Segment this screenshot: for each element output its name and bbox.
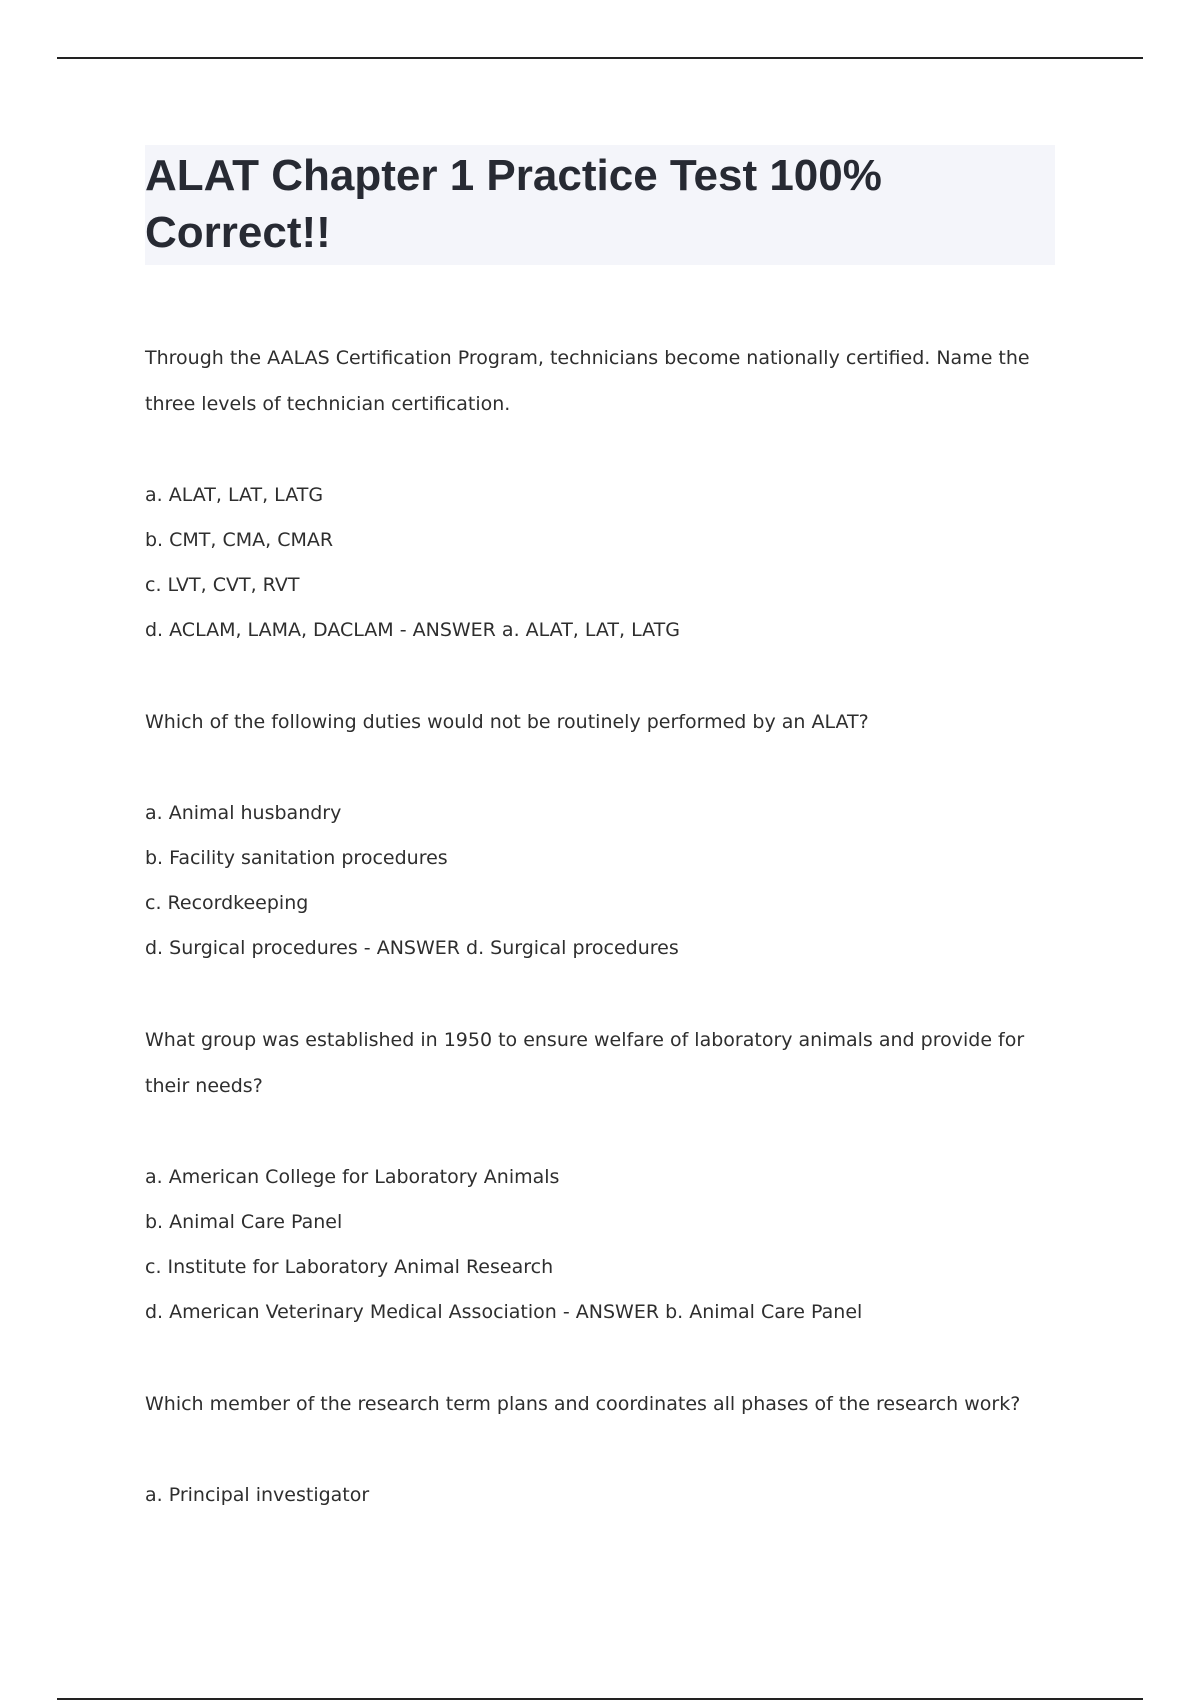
question-text: Through the AALAS Certification Program, technicians become nationally certified. Name the three levels of technician certification.	[145, 347, 1030, 415]
option-c: c. Institute for Laboratory Animal Research	[145, 1256, 554, 1278]
answer-options	[145, 1155, 1045, 1335]
option-b: b. CMT, CMA, CMAR	[145, 529, 334, 551]
option-a: a. ALAT, LAT, LATG	[145, 484, 324, 506]
option-a: a. Animal husbandry	[145, 802, 342, 824]
question-block-1	[145, 335, 1045, 653]
answer-options	[145, 473, 1045, 653]
option-d-with-answer: d. ACLAM, LAMA, DACLAM - ANSWER a. ALAT, LAT, LATG	[145, 619, 680, 641]
top-rule	[57, 57, 1143, 59]
document-body	[145, 335, 1045, 1564]
title-block	[145, 145, 1055, 265]
question-text: Which member of the research term plans and coordinates all phases of the research work?	[145, 1393, 1021, 1415]
option-a: a. Principal investigator	[145, 1484, 370, 1506]
option-b: b. Animal Care Panel	[145, 1211, 343, 1233]
option-a: a. American College for Laboratory Animals	[145, 1166, 560, 1188]
option-b: b. Facility sanitation procedures	[145, 847, 448, 869]
option-c: c. Recordkeeping	[145, 892, 309, 914]
question-block-4	[145, 1381, 1045, 1518]
document-title: ALAT Chapter 1 Practice Test 100% Correct!!	[145, 151, 882, 257]
question-block-3	[145, 1017, 1045, 1335]
option-d-with-answer: d. American Veterinary Medical Association - ANSWER b. Animal Care Panel	[145, 1301, 863, 1323]
question-block-2	[145, 699, 1045, 971]
answer-options	[145, 791, 1045, 971]
answer-options	[145, 1473, 1045, 1518]
question-text: What group was established in 1950 to ensure welfare of laboratory animals and provide for their needs?	[145, 1029, 1025, 1097]
option-d-with-answer: d. Surgical procedures - ANSWER d. Surgical procedures	[145, 937, 679, 959]
question-text: Which of the following duties would not be routinely performed by an ALAT?	[145, 711, 869, 733]
option-c: c. LVT, CVT, RVT	[145, 574, 300, 596]
